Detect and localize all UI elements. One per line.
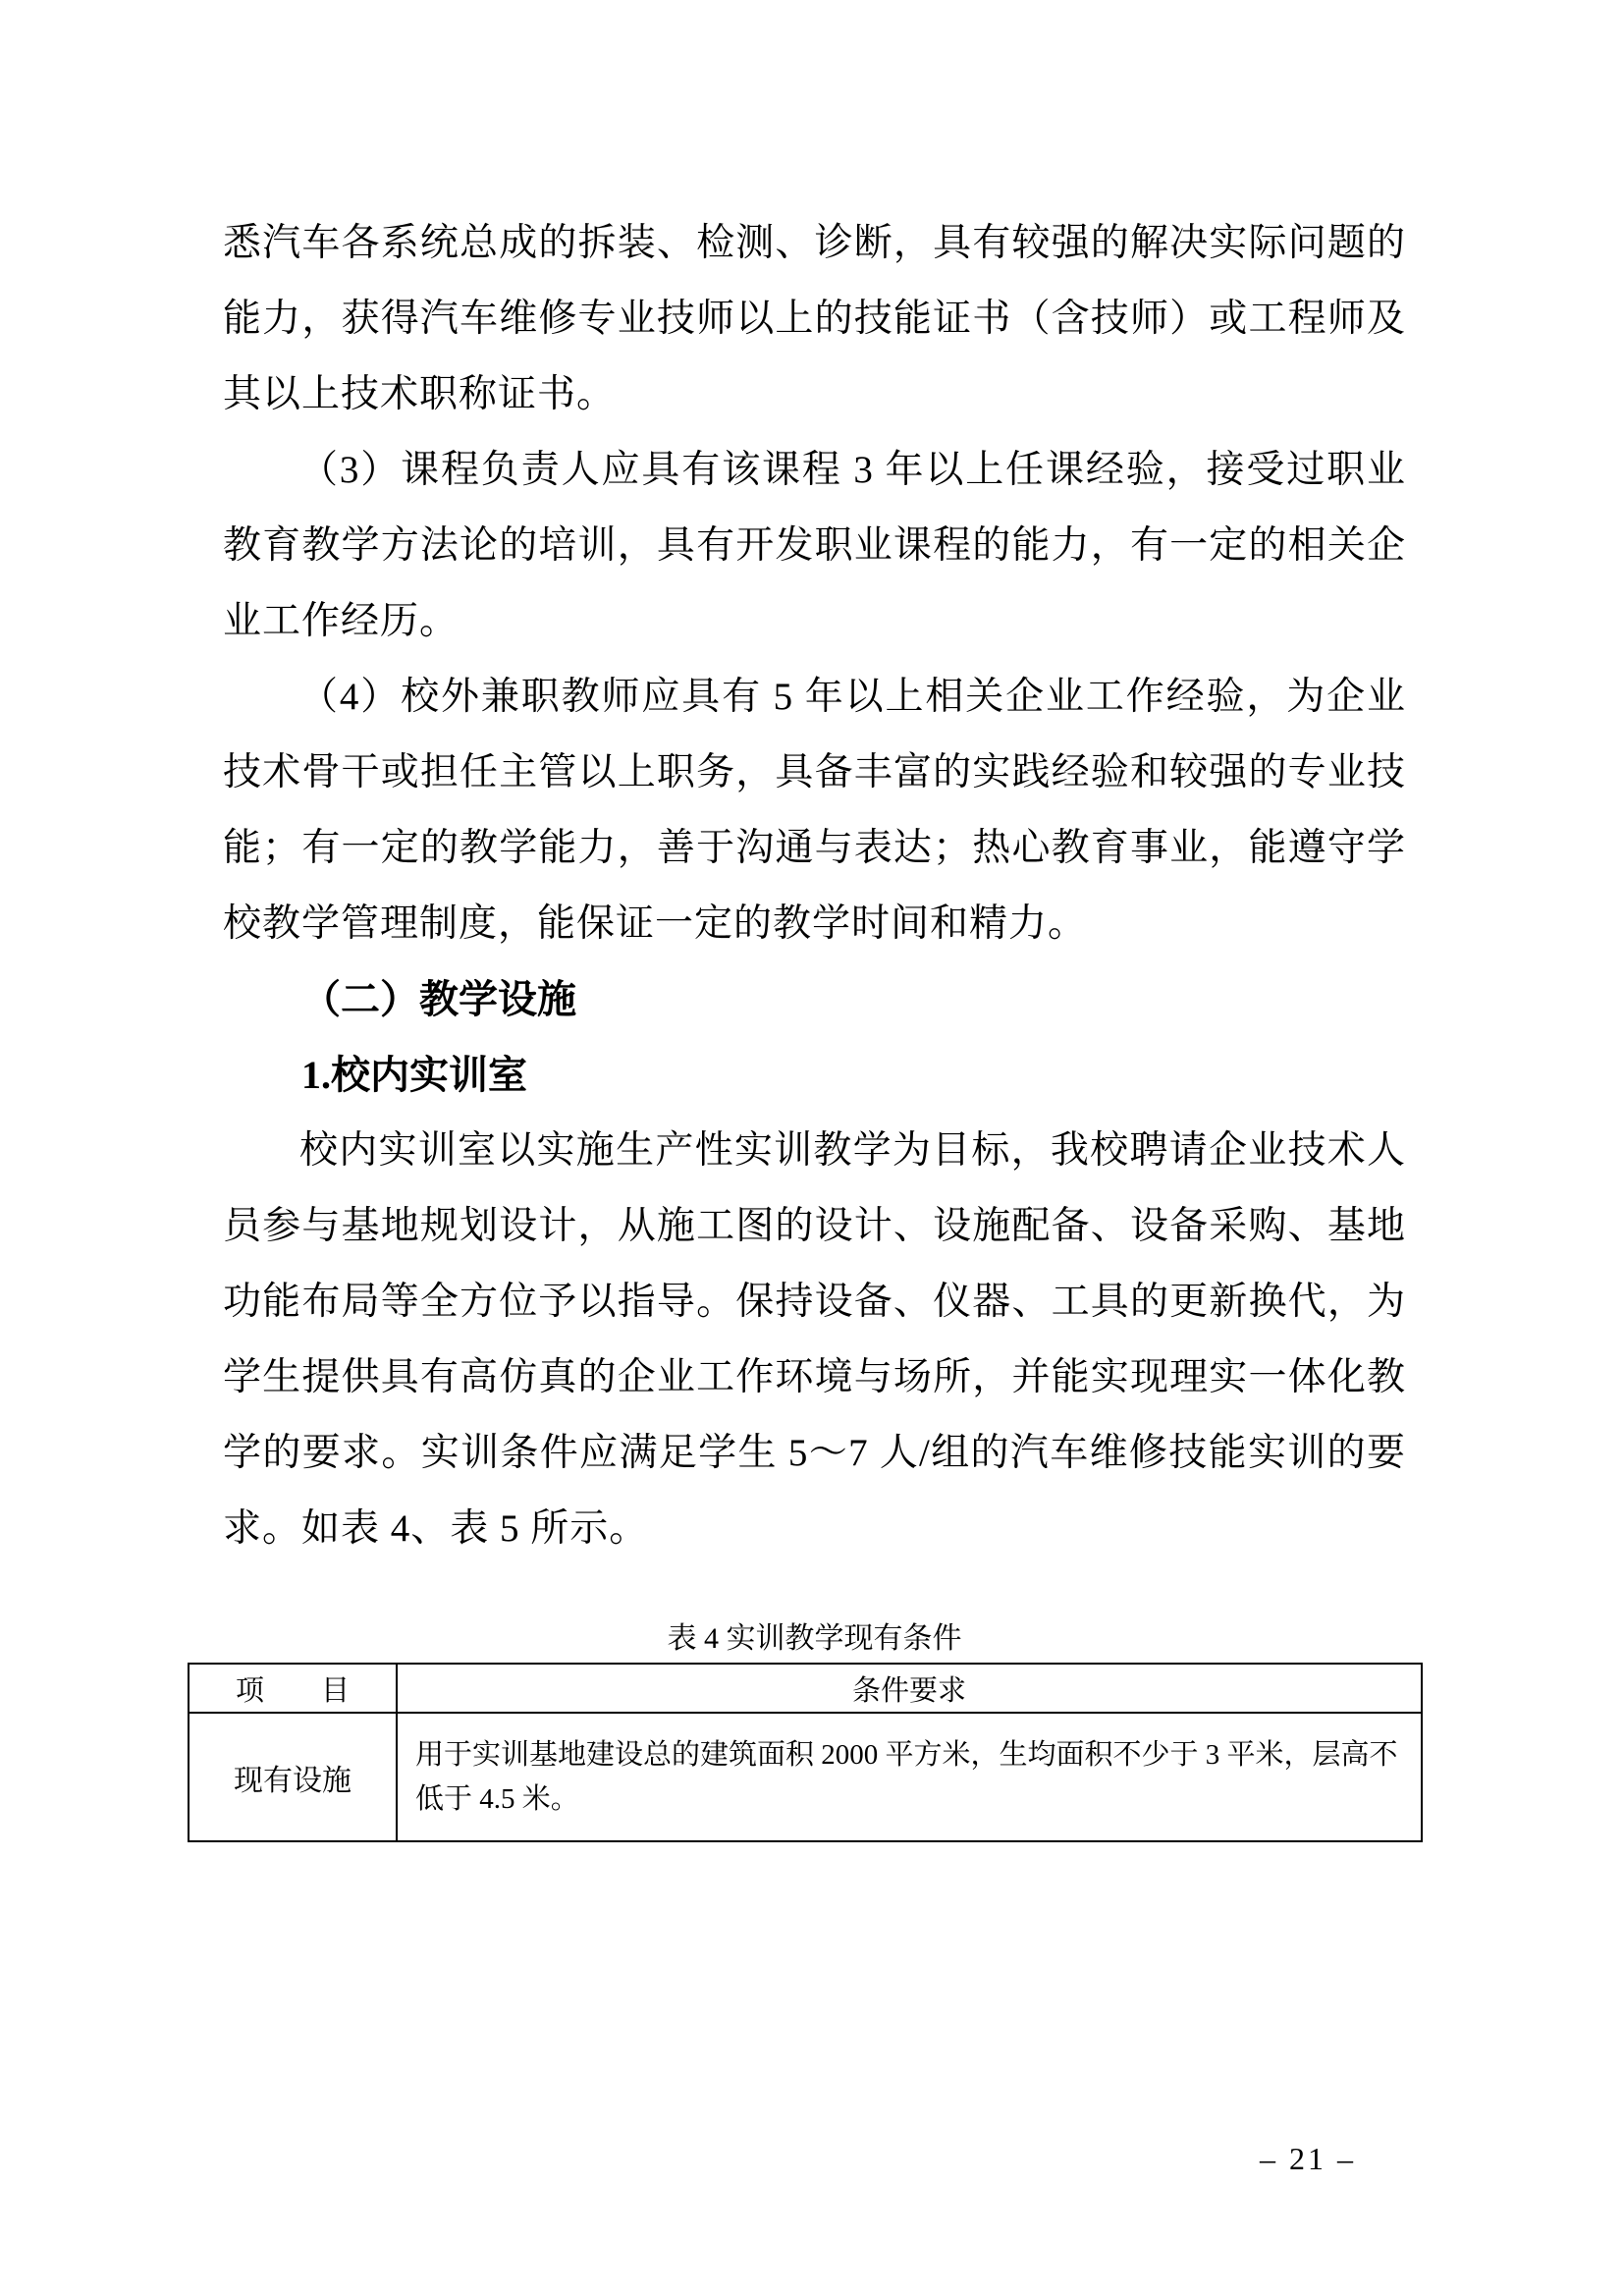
table-caption: 表 4 实训教学现有条件 <box>667 1622 962 1655</box>
subsection-heading-campus-training-room: 1.校内实训室 <box>301 1053 527 1097</box>
table-header-row <box>189 1664 1422 1713</box>
table-header-requirement: 条件要求 <box>397 1664 1422 1713</box>
paragraph-item-4: （4）校外兼职教师应具有 5 年以上相关企业工作经验，为企业技术骨干或担任主管以上职务，具备丰富的实践经验和较强的专业技能；有一定的教学能力，善于沟通与表达；热心教育事业，能遵守学校教学管理制度，能保证一定的教学时间和精力。 <box>223 676 1406 945</box>
table-row <box>189 1713 1422 1841</box>
cell-requirement: 用于实训基地建设总的建筑面积 2000 平方米，生均面积不少于 3 平米，层高不低于 4.5 米。 <box>397 1713 1422 1841</box>
paragraph-training-room: 校内实训室以实施生产性实训教学为目标，我校聘请企业技术人员参与基地规划设计，从施工图的设计、设施配备、设备采购、基地功能布局等全方位予以指导。保持设备、仪器、工具的更新换代，为学生提供具有高仿真的企业工作环境与场所，并能实现理实一体化教学的要求。实训条件应满足学生 5～7 人/组的汽车维修技能实训的要求。如表 4、表 5 所示。 <box>223 1129 1406 1550</box>
page-number: – 21 – <box>1260 2141 1356 2176</box>
paragraph-item-3: （3）课程负责人应具有该课程 3 年以上任课经验，接受过职业教育教学方法论的培训，具有开发职业课程的能力，有一定的相关企业工作经历。 <box>223 449 1406 642</box>
paragraph-continuation: 悉汽车各系统总成的拆装、检测、诊断，具有较强的解决实际问题的能力，获得汽车维修专业技师以上的技能证书（含技师）或工程师及其以上技术职称证书。 <box>223 222 1406 415</box>
table-header-item: 项 目 <box>189 1664 397 1713</box>
section-heading-teaching-facilities: （二）教学设施 <box>301 977 576 1021</box>
page-content <box>223 205 1406 1842</box>
cell-item-name: 现有设施 <box>189 1713 397 1841</box>
training-conditions-table <box>188 1663 1423 1842</box>
